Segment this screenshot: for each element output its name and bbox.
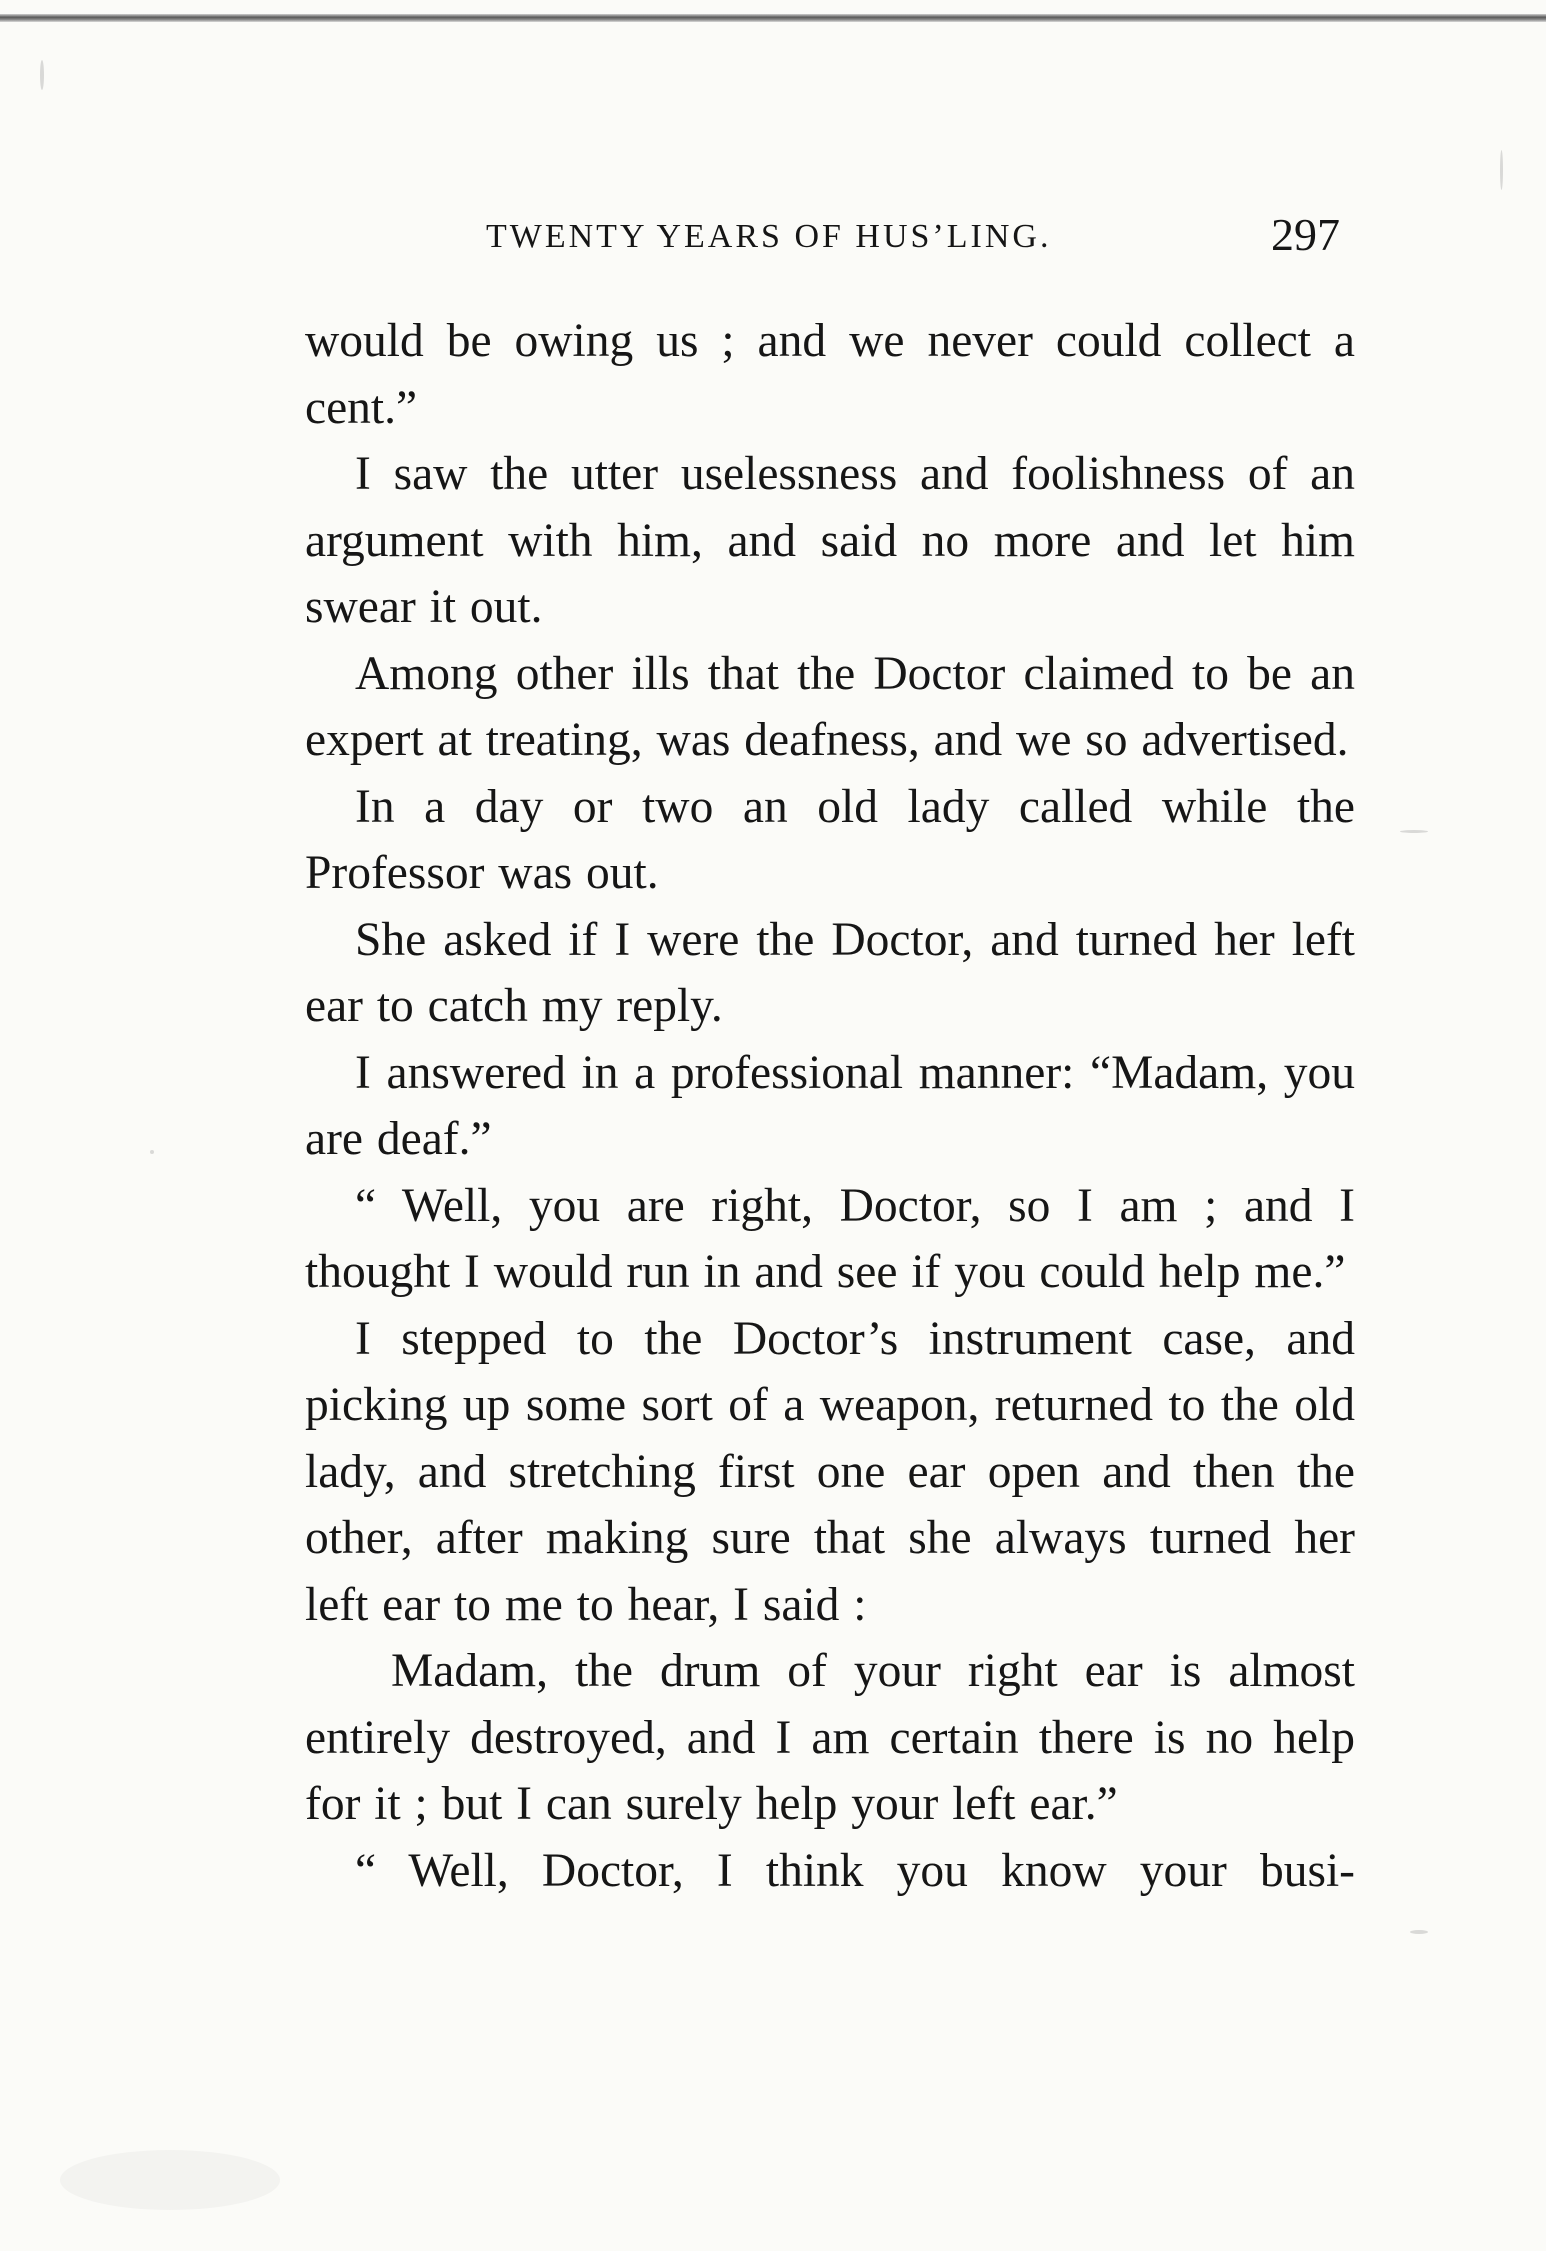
running-head: TWENTY YEARS OF HUS’LING. [486,218,1052,255]
paragraph: “ Well, you are right, Doctor, so I am ; and I thought I would run in and see if you could help me.” [305,1179,1355,1298]
paragraph: I stepped to the Doctor’s instrument case, and picking up some sort of a weapon, returned to the old lady, and stretching first one ear open and then the other, after making sure that she always turned her left ear to me to hear, I said : [305,1312,1355,1631]
scan-speckle [60,2150,280,2210]
paragraph: She asked if I were the Doctor, and turned her left ear to catch my reply. [305,913,1355,1032]
paragraph: “ Well, Doctor, I think you know your busi- [355,1844,1355,1897]
scan-speckle [1410,1930,1428,1934]
scan-speckle [1500,150,1503,190]
paragraph: Madam, the drum of your right ear is almost entirely destroyed, and I am certain there is no help for it ; but I can surely help your left ear.” [305,1645,1355,1830]
scan-speckle [1400,830,1428,833]
page-top-edge [0,14,1546,22]
scan-speckle [150,1150,154,1154]
paragraph: I saw the utter uselessness and foolishness of an argument with him, and said no more and let him swear it out. [305,448,1355,633]
paragraph: I answered in a professional manner: “Madam, you are deaf.” [305,1046,1355,1165]
paragraph: would be owing us ; and we never could collect a cent.” [305,315,1355,434]
page-header [300,208,1360,278]
paragraph: In a day or two an old lady called while the Professor was out. [305,780,1355,899]
text-body [305,308,1355,1904]
scan-speckle [40,60,44,90]
page-number: 297 [1271,209,1340,260]
paragraph: Among other ills that the Doctor claimed to be an expert at treating, was deafness, and we so advertised. [305,647,1355,766]
